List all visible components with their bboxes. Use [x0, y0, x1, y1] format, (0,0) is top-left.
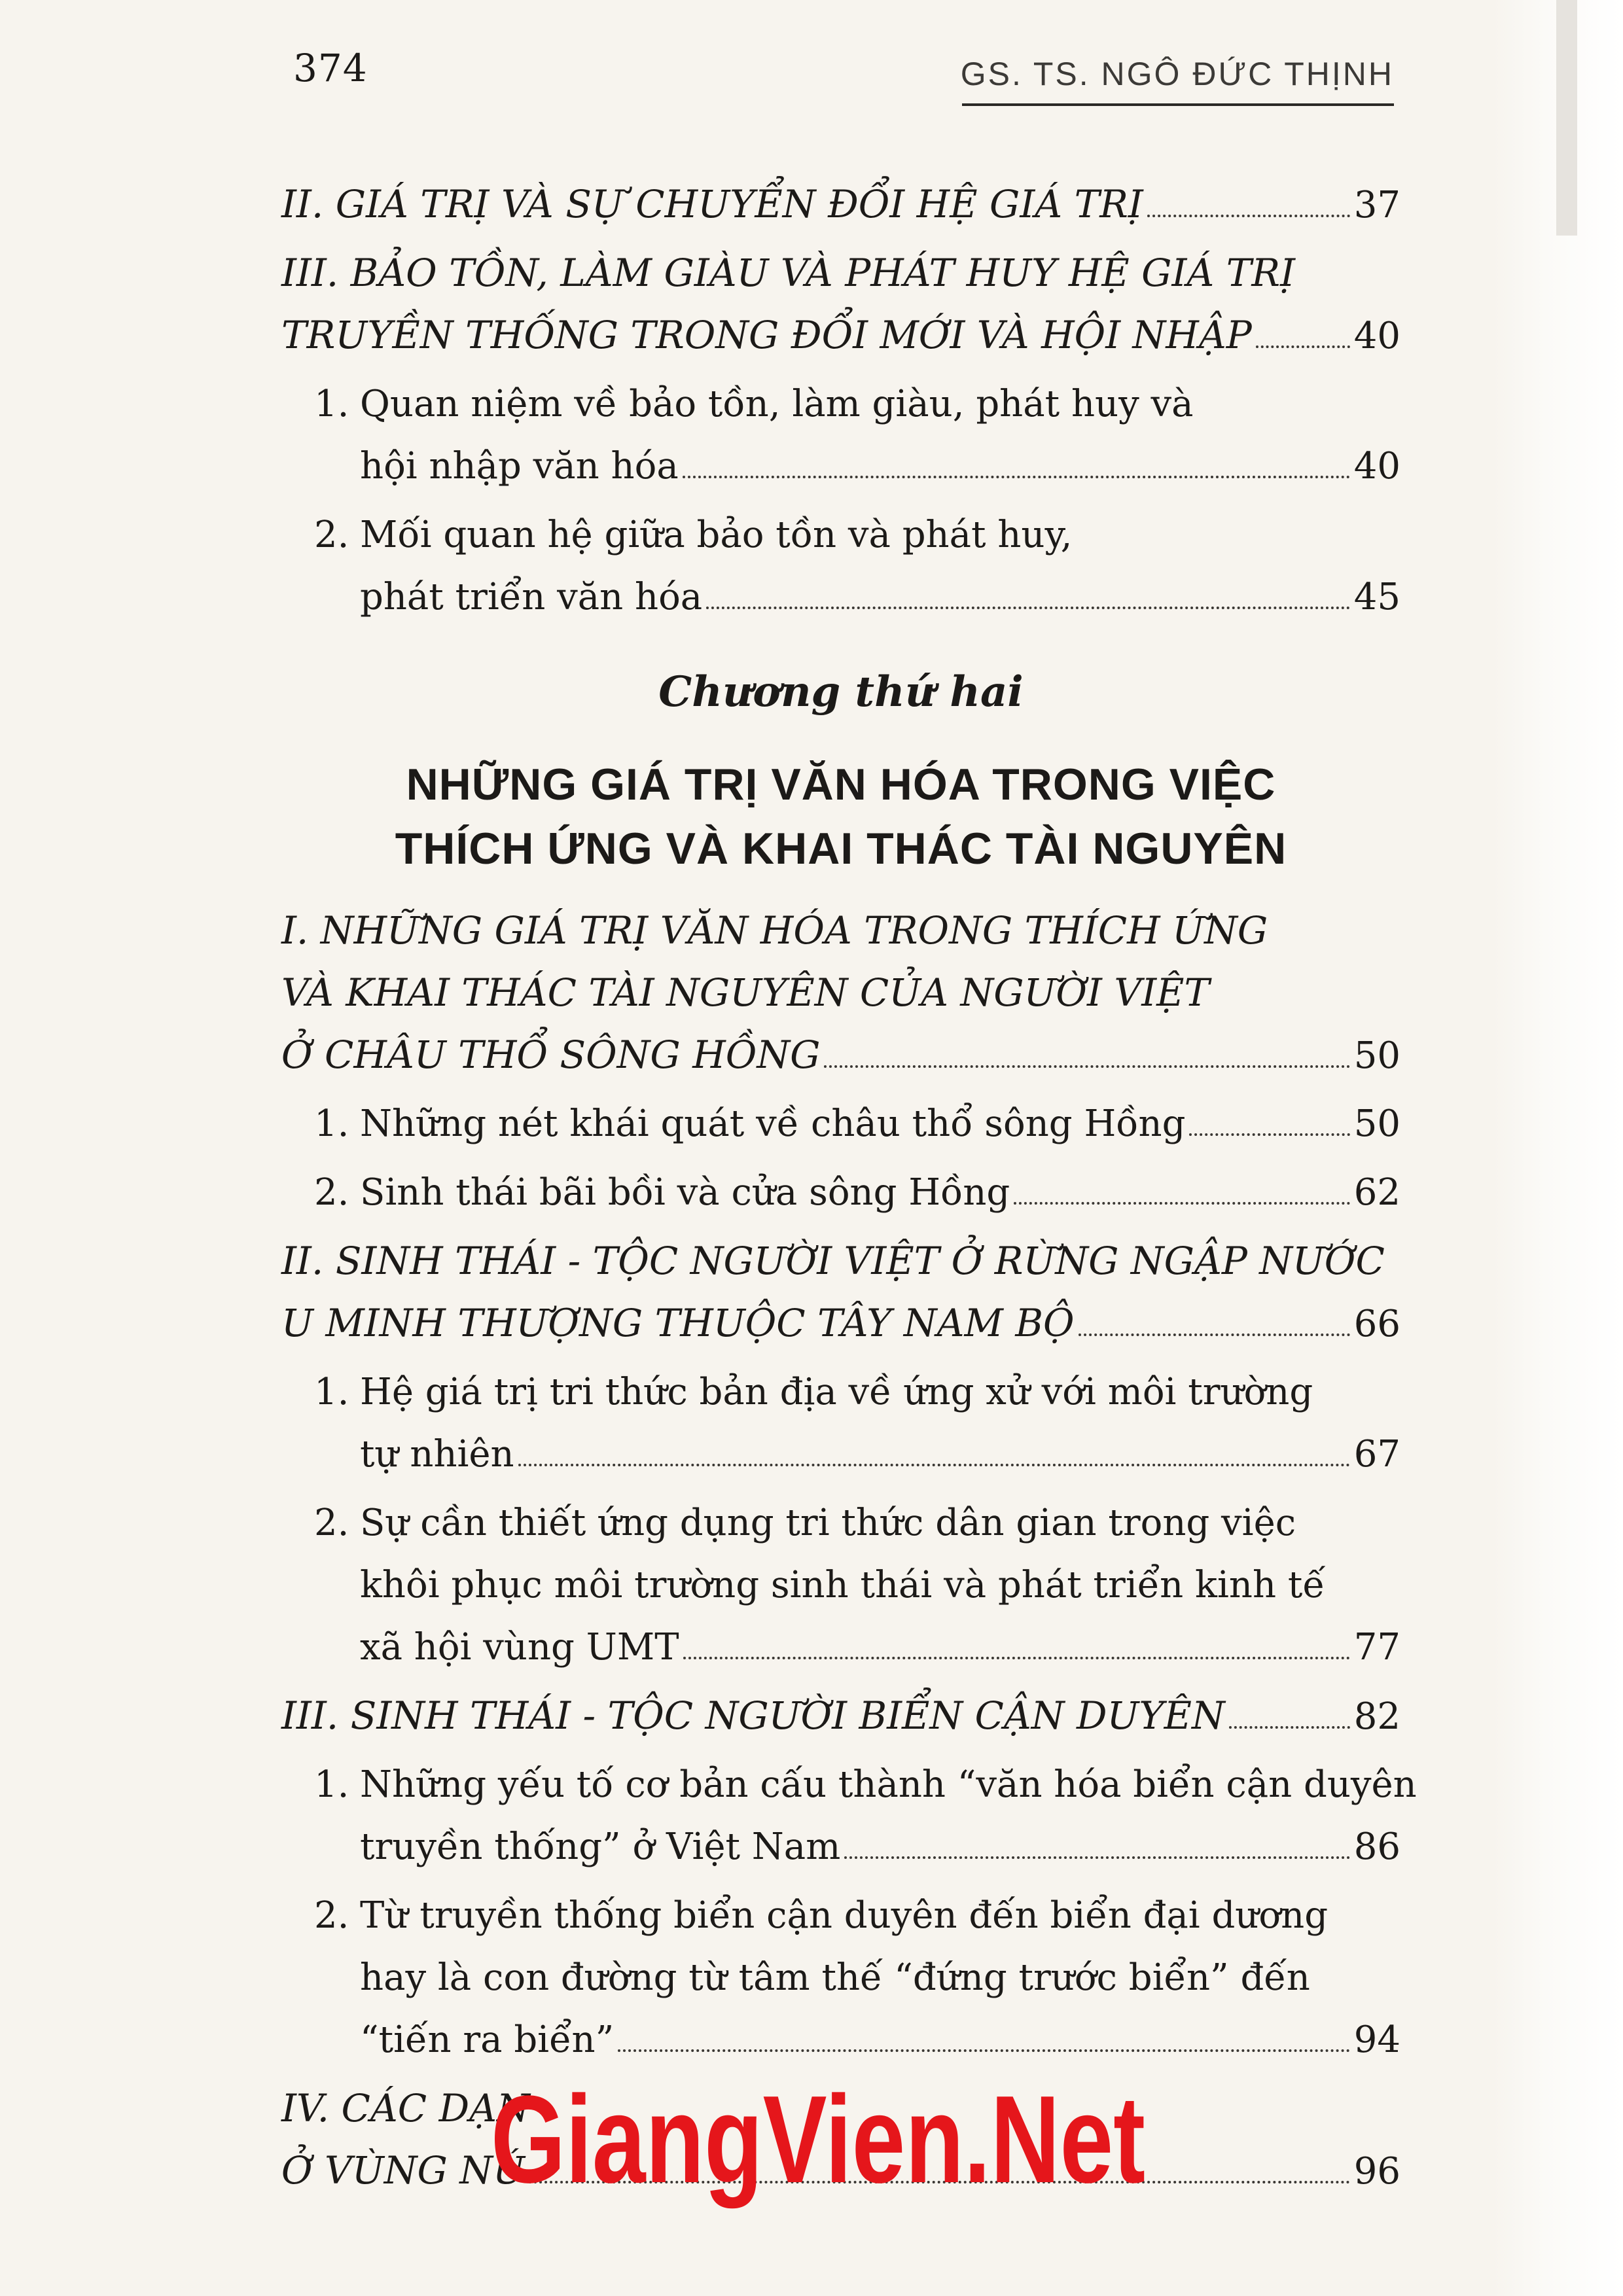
toc-entry-line: [281, 242, 1400, 304]
toc-entry-line: [281, 1093, 1400, 1155]
watermark-logo: [484, 2070, 1152, 2209]
toc-entry-text: tự nhiên: [360, 1433, 514, 1475]
toc-entry-line: [281, 1292, 1400, 1354]
toc-entry-line: [281, 1024, 1400, 1086]
toc-entry-text: phát triển văn hóa: [360, 576, 703, 618]
toc-entry-text: hay là con đường từ tâm thế “đứng trước biển” đến: [360, 1956, 1310, 1999]
toc-entry-text: Mối quan hệ giữa bảo tồn và phát huy,: [360, 514, 1073, 556]
toc-entry-line: [281, 304, 1400, 366]
dot-leader: [844, 1817, 1349, 1859]
toc-entry-line: [281, 1361, 1400, 1423]
dot-leader: [1229, 1687, 1350, 1729]
toc-page-number: 77: [1353, 1626, 1400, 1669]
toc-page-number: 40: [1353, 445, 1400, 487]
toc-entry-text: TRUYỀN THỐNG TRONG ĐỔI MỚI VÀ HỘI NHẬP: [281, 313, 1252, 357]
chapter-title-line-2: THÍCH ỨNG VÀ KHAI THÁC TÀI NGUYÊN: [395, 824, 1287, 874]
toc-entry-text: VÀ KHAI THÁC TÀI NGUYÊN CỦA NGƯỜI VIỆT: [281, 970, 1210, 1015]
dot-leader: [706, 567, 1350, 609]
toc-entry-line: [281, 1685, 1400, 1747]
toc-entry[interactable]: [281, 1230, 1400, 1354]
toc-page-number: 50: [1353, 1034, 1400, 1077]
toc-page-number: 67: [1353, 1433, 1400, 1475]
toc-entry-line: [281, 2009, 1400, 2071]
toc-entry-line: [281, 962, 1400, 1024]
toc-entry-text: Ở CHÂU THỔ SÔNG HỒNG: [281, 1033, 821, 1077]
toc-page-number: 94: [1353, 2019, 1400, 2061]
toc-entry-line: [281, 1161, 1400, 1224]
chapter-title-line-1: NHỮNG GIÁ TRỊ VĂN HÓA TRONG VIỆC: [406, 760, 1276, 809]
toc-entry[interactable]: [281, 900, 1400, 1086]
toc-entry-line: [281, 1230, 1400, 1292]
dot-leader: [683, 436, 1350, 478]
running-title: GS. TS. NGÔ ĐỨC THỊNH: [960, 56, 1394, 92]
dot-leader: [518, 1424, 1350, 1466]
toc-entry-text: Quan niệm về bảo tồn, làm giàu, phát huy và: [360, 383, 1194, 425]
dot-leader: [1014, 1163, 1349, 1205]
toc-entry-text: II. SINH THÁI - TỘC NGƯỜI VIỆT Ở RỪNG NGẬP NƯỚC: [281, 1239, 1385, 1283]
toc-entry-text: Những yếu tố cơ bản cấu thành “văn hóa biển cận duyên: [360, 1763, 1417, 1806]
toc-entry[interactable]: [281, 1685, 1400, 1747]
toc-entry-line: [281, 373, 1400, 435]
toc-entry-text: III. SINH THÁI - TỘC NGƯỜI BIỂN CẬN DUYÊN: [281, 1693, 1225, 1738]
toc-entry-text: khôi phục môi trường sinh thái và phát triển kinh tế: [360, 1564, 1325, 1606]
toc-entry-line: [281, 900, 1400, 962]
toc-entry[interactable]: [281, 504, 1400, 628]
toc-entry-line: [281, 504, 1400, 566]
toc-entry-line: [281, 1616, 1400, 1678]
chapter-label: Chương thứ hai: [658, 667, 1024, 716]
toc-entry-number: 2.: [314, 1171, 349, 1214]
toc-entry-line: [281, 1423, 1400, 1485]
toc-entry-line: [281, 566, 1400, 628]
chapter-title: [281, 752, 1400, 881]
toc-entry-text: II. GIÁ TRỊ VÀ SỰ CHUYỂN ĐỔI HỆ GIÁ TRỊ: [281, 182, 1143, 226]
toc-entry-text: Ở VÙNG NÚ: [281, 2148, 525, 2193]
dot-leader: [1079, 1294, 1350, 1336]
toc-entry-number: 2.: [314, 1502, 349, 1544]
toc-entry[interactable]: [281, 1884, 1400, 2071]
toc-entry-line: [281, 1884, 1400, 1947]
page-number: 374: [293, 46, 368, 90]
toc-page-number: 45: [1353, 576, 1400, 618]
toc-entry-line: [281, 435, 1400, 497]
dot-leader: [824, 1026, 1349, 1068]
toc-entry[interactable]: [281, 1361, 1400, 1485]
toc-entry-text: Từ truyền thống biển cận duyên đến biển đại dương: [360, 1894, 1329, 1937]
toc-entry[interactable]: [281, 1754, 1417, 1878]
toc-page-number: 62: [1353, 1171, 1400, 1214]
toc-entry-number: 1.: [314, 1371, 349, 1413]
toc-entry[interactable]: [281, 373, 1400, 497]
toc-entry-line: [281, 1554, 1400, 1616]
toc-entry-line: [281, 173, 1400, 236]
dot-leader: [683, 1617, 1350, 1659]
toc-page-number: 37: [1353, 184, 1400, 226]
dot-leader: [1147, 175, 1350, 217]
toc-entry-text: hội nhập văn hóa: [360, 445, 679, 487]
toc-entry[interactable]: [281, 1492, 1400, 1678]
edge-mark: [1556, 0, 1577, 236]
dot-leader: [618, 2010, 1350, 2052]
toc-entry-line: [281, 1492, 1400, 1554]
toc-entry-line: [281, 1816, 1400, 1878]
toc-entry[interactable]: [281, 173, 1400, 236]
toc-page-number: 40: [1353, 315, 1400, 357]
watermark-text: GiangVien.Net: [491, 2070, 1145, 2209]
page-edge-shadow: [1492, 0, 1623, 2296]
toc-page-number: 96: [1353, 2150, 1400, 2193]
toc-entry[interactable]: [281, 1093, 1400, 1155]
toc-entry-text: U MINH THƯỢNG THUỘC TÂY NAM BỘ: [281, 1301, 1075, 1345]
toc-entry[interactable]: [281, 242, 1400, 366]
toc-page-number: 66: [1353, 1303, 1400, 1345]
dot-leader: [1189, 1094, 1349, 1136]
toc-page-number: 82: [1353, 1695, 1400, 1738]
toc-entry-text: xã hội vùng UMT: [360, 1626, 679, 1669]
toc-entry-text: III. BẢO TỒN, LÀM GIÀU VÀ PHÁT HUY HỆ GIÁ TRỊ: [281, 251, 1296, 295]
toc-entry-number: 2.: [314, 1894, 349, 1937]
toc-entry-text: Những nét khái quát về châu thổ sông Hồng: [360, 1103, 1186, 1145]
toc-entry-number: 1.: [314, 1763, 349, 1806]
toc-entry-number: 1.: [314, 1103, 349, 1145]
table-of-contents: [281, 0, 1417, 2296]
toc-entry-text: Sinh thái bãi bồi và cửa sông Hồng: [360, 1171, 1010, 1214]
toc-entry-text: Hệ giá trị tri thức bản địa về ứng xử với môi trường: [360, 1371, 1313, 1413]
toc-entry-text: “tiến ra biển”: [360, 2019, 615, 2061]
toc-entry-line: [281, 1947, 1400, 2009]
toc-entry-number: 2.: [314, 514, 349, 556]
toc-entry-text: I. NHỮNG GIÁ TRỊ VĂN HÓA TRONG THÍCH ỨNG: [281, 908, 1268, 953]
toc-entry[interactable]: [281, 1161, 1400, 1224]
dot-leader: [1256, 306, 1350, 348]
toc-entry-text: IV. CÁC DẠN: [281, 2086, 530, 2130]
toc-page-number: 50: [1353, 1103, 1400, 1145]
toc-entry-number: 1.: [314, 383, 349, 425]
toc-entry-text: truyền thống” ở Việt Nam: [360, 1826, 841, 1868]
toc-entry-line: [281, 1754, 1417, 1816]
toc-page-number: 86: [1353, 1826, 1400, 1868]
toc-entry-text: Sự cần thiết ứng dụng tri thức dân gian trong việc: [360, 1502, 1296, 1544]
